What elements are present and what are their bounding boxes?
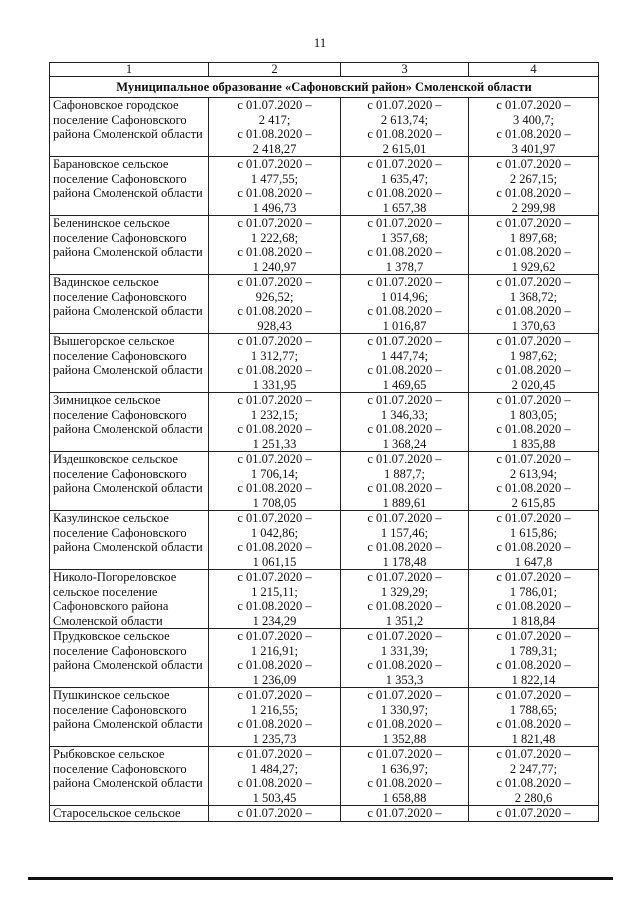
value-line: с 01.07.2020 –: [237, 275, 312, 289]
table-row: [50, 452, 599, 511]
column-3-cell: [341, 629, 469, 688]
settlement-name-cell: [50, 98, 209, 157]
column-2-cell: [209, 806, 341, 822]
value-line: с 01.08.2020 –: [496, 304, 571, 318]
settlement-name-line: Вадинское сельское: [53, 275, 159, 289]
value-line: с 01.07.2020 –: [237, 393, 312, 407]
settlement-name-cell: [50, 452, 209, 511]
settlement-name-line: Сафоновского района: [53, 599, 169, 613]
value-line: с 01.07.2020 –: [237, 157, 312, 171]
settlement-name-line: поселение Сафоновского: [53, 525, 187, 540]
value-line: с 01.07.2020 –: [496, 570, 571, 584]
value-line: 1 378,7: [385, 259, 424, 274]
settlement-name-line: поселение Сафоновского: [53, 289, 187, 304]
settlement-name-line: поселение Сафоновского: [53, 171, 187, 186]
column-number-row: [50, 63, 599, 77]
settlement-name-line: Смоленской области: [53, 613, 163, 628]
value-line: 2 280,6: [514, 790, 553, 805]
value-line: 1 331,95: [252, 377, 297, 392]
settlement-name-cell: [50, 806, 209, 822]
column-3-cell: [341, 511, 469, 570]
table-row: [50, 570, 599, 629]
table-row: [50, 806, 599, 822]
settlement-name-line: Вышегорское сельское: [53, 334, 175, 348]
table-row: [50, 393, 599, 452]
column-number-3: 3: [341, 63, 469, 77]
column-2-cell: [209, 629, 341, 688]
value-line: 2 267,15;: [509, 171, 558, 186]
column-3-cell: [341, 157, 469, 216]
column-2-cell: [209, 747, 341, 806]
column-4-cell: [469, 511, 599, 570]
column-2-cell: [209, 157, 341, 216]
value-line: 1 636,97;: [380, 761, 429, 776]
settlement-name-line: района Смоленской области: [53, 422, 203, 436]
section-title: Муниципальное образование «Сафоновский район» Смоленской области: [50, 77, 599, 98]
value-line: 1 216,55;: [250, 702, 299, 717]
settlement-name-cell: [50, 157, 209, 216]
table-row: [50, 629, 599, 688]
column-4-cell: [469, 452, 599, 511]
value-line: с 01.07.2020 –: [367, 393, 442, 407]
value-line: с 01.08.2020 –: [237, 599, 312, 613]
settlement-name-line: района Смоленской области: [53, 540, 203, 554]
settlement-name-line: сельское поселение: [53, 584, 158, 599]
value-line: 1 370,63: [511, 318, 556, 333]
bottom-rule: [28, 877, 613, 880]
value-line: 1 897,68;: [509, 230, 558, 245]
column-4-cell: [469, 393, 599, 452]
column-2-cell: [209, 570, 341, 629]
value-line: 1 234,29: [252, 613, 297, 628]
column-2-cell: [209, 511, 341, 570]
value-line: с 01.08.2020 –: [237, 717, 312, 731]
value-line: 1 615,86;: [509, 525, 558, 540]
settlement-name-line: поселение Сафоновского: [53, 348, 187, 363]
value-line: с 01.08.2020 –: [496, 363, 571, 377]
column-2-cell: [209, 688, 341, 747]
value-line: 1 503,45: [252, 790, 297, 805]
value-line: с 01.08.2020 –: [237, 127, 312, 141]
value-line: 1 014,96;: [380, 289, 429, 304]
value-line: с 01.08.2020 –: [237, 245, 312, 259]
value-line: с 01.08.2020 –: [237, 658, 312, 672]
column-number-2: 2: [209, 63, 341, 77]
value-line: 1 352,88: [382, 731, 427, 746]
settlement-name-cell: [50, 688, 209, 747]
settlement-name-cell: [50, 629, 209, 688]
value-line: 1 329,29;: [380, 584, 429, 599]
value-line: 2 418,27: [252, 141, 297, 156]
settlement-name-line: Рыбковское сельское: [53, 747, 165, 761]
settlement-name-line: Зимницкое сельское: [53, 393, 161, 407]
value-line: 1 447,74;: [380, 348, 429, 363]
settlement-name-line: Сафоновское городское: [53, 98, 179, 112]
settlement-name-line: района Смоленской области: [53, 245, 203, 259]
settlement-name-line: района Смоленской области: [53, 481, 203, 495]
value-line: 1 357,68;: [380, 230, 429, 245]
value-line: 2 615,01: [382, 141, 427, 156]
settlement-name-line: района Смоленской области: [53, 304, 203, 318]
table-row: [50, 216, 599, 275]
value-line: 1 657,38: [382, 200, 427, 215]
value-line: с 01.07.2020 –: [237, 629, 312, 643]
value-line: 1 706,14;: [250, 466, 299, 481]
value-line: 926,52;: [255, 289, 294, 304]
value-line: 1 887,7;: [384, 466, 425, 481]
value-line: 1 042,86;: [250, 525, 299, 540]
table-row: [50, 334, 599, 393]
value-line: 1 312,77;: [250, 348, 299, 363]
settlement-name-cell: [50, 275, 209, 334]
settlement-name-line: Старосельское сельское: [53, 806, 181, 820]
value-line: с 01.08.2020 –: [496, 658, 571, 672]
settlement-name-cell: [50, 334, 209, 393]
column-2-cell: [209, 216, 341, 275]
value-line: с 01.08.2020 –: [237, 363, 312, 377]
settlement-name-line: Казулинское сельское: [53, 511, 169, 525]
settlement-name-line: района Смоленской области: [53, 186, 203, 200]
value-line: с 01.07.2020 –: [496, 629, 571, 643]
column-4-cell: [469, 216, 599, 275]
table-row: [50, 275, 599, 334]
settlement-name-line: поселение Сафоновского: [53, 466, 187, 481]
table-row: [50, 688, 599, 747]
value-line: с 01.08.2020 –: [367, 127, 442, 141]
column-3-cell: [341, 393, 469, 452]
value-line: с 01.07.2020 –: [496, 157, 571, 171]
column-2-cell: [209, 452, 341, 511]
column-4-cell: [469, 806, 599, 822]
value-line: с 01.07.2020 –: [367, 98, 442, 112]
column-3-cell: [341, 334, 469, 393]
value-line: с 01.07.2020 –: [237, 688, 312, 702]
value-line: с 01.08.2020 –: [496, 481, 571, 495]
section-row: [50, 77, 599, 98]
value-line: с 01.07.2020 –: [367, 806, 442, 820]
value-line: с 01.07.2020 –: [237, 806, 312, 820]
column-3-cell: [341, 747, 469, 806]
value-line: с 01.08.2020 –: [237, 540, 312, 554]
value-line: с 01.08.2020 –: [496, 127, 571, 141]
value-line: 1 240,97: [252, 259, 297, 274]
value-line: с 01.07.2020 –: [496, 334, 571, 348]
value-line: 1 788,65;: [509, 702, 558, 717]
settlement-name-line: Издешковское сельское: [53, 452, 178, 466]
value-line: 1 647,8: [514, 554, 553, 569]
value-line: с 01.07.2020 –: [237, 216, 312, 230]
value-line: с 01.07.2020 –: [496, 216, 571, 230]
column-4-cell: [469, 157, 599, 216]
value-line: 1 821,48: [511, 731, 556, 746]
value-line: 1 222,68;: [250, 230, 299, 245]
column-3-cell: [341, 98, 469, 157]
settlement-name-line: Барановское сельское: [53, 157, 169, 171]
column-4-cell: [469, 688, 599, 747]
value-line: 1 346,33;: [380, 407, 429, 422]
value-line: 1 469,65: [382, 377, 427, 392]
column-3-cell: [341, 216, 469, 275]
value-line: 1 236,09: [252, 672, 297, 687]
value-line: с 01.07.2020 –: [367, 452, 442, 466]
value-line: 2 020,45: [511, 377, 556, 392]
value-line: с 01.07.2020 –: [367, 275, 442, 289]
settlement-name-line: поселение Сафоновского: [53, 643, 187, 658]
value-line: 1 987,62;: [509, 348, 558, 363]
value-line: 2 299,98: [511, 200, 556, 215]
settlement-name-line: района Смоленской области: [53, 717, 203, 731]
settlement-name-line: района Смоленской области: [53, 363, 203, 377]
settlement-name-line: поселение Сафоновского: [53, 702, 187, 717]
value-line: 928,43: [257, 318, 292, 333]
value-line: с 01.07.2020 –: [237, 98, 312, 112]
value-line: с 01.07.2020 –: [367, 629, 442, 643]
value-line: 1 635,47;: [380, 171, 429, 186]
table-row: [50, 98, 599, 157]
value-line: с 01.08.2020 –: [367, 304, 442, 318]
settlement-name-line: района Смоленской области: [53, 776, 203, 790]
value-line: 1 786,01;: [509, 584, 558, 599]
value-line: с 01.07.2020 –: [367, 747, 442, 761]
column-2-cell: [209, 393, 341, 452]
value-line: 2 417;: [258, 112, 291, 127]
value-line: 1 178,48: [382, 554, 427, 569]
settlement-name-line: поселение Сафоновского: [53, 230, 187, 245]
column-4-cell: [469, 98, 599, 157]
value-line: 1 353,3: [385, 672, 424, 687]
value-line: с 01.07.2020 –: [367, 157, 442, 171]
value-line: 2 613,94;: [509, 466, 558, 481]
value-line: 1 016,87: [382, 318, 427, 333]
settlement-name-line: поселение Сафоновского: [53, 112, 187, 127]
value-line: с 01.08.2020 –: [496, 186, 571, 200]
value-line: с 01.08.2020 –: [496, 245, 571, 259]
value-line: с 01.08.2020 –: [496, 422, 571, 436]
value-line: с 01.08.2020 –: [367, 245, 442, 259]
column-2-cell: [209, 334, 341, 393]
column-3-cell: [341, 806, 469, 822]
value-line: с 01.08.2020 –: [496, 540, 571, 554]
column-3-cell: [341, 688, 469, 747]
value-line: с 01.08.2020 –: [367, 363, 442, 377]
column-number-1: 1: [50, 63, 209, 77]
value-line: с 01.07.2020 –: [496, 275, 571, 289]
value-line: 2 247,77;: [509, 761, 558, 776]
value-line: с 01.07.2020 –: [367, 511, 442, 525]
value-line: с 01.08.2020 –: [367, 776, 442, 790]
value-line: с 01.08.2020 –: [367, 658, 442, 672]
value-line: 1 215,11;: [251, 584, 298, 599]
value-line: с 01.07.2020 –: [367, 216, 442, 230]
value-line: с 01.07.2020 –: [237, 747, 312, 761]
value-line: 1 368,24: [382, 436, 427, 451]
value-line: 1 251,33: [252, 436, 297, 451]
value-line: с 01.08.2020 –: [237, 481, 312, 495]
value-line: с 01.08.2020 –: [367, 599, 442, 613]
value-line: с 01.08.2020 –: [237, 422, 312, 436]
value-line: 1 929,62: [511, 259, 556, 274]
column-4-cell: [469, 629, 599, 688]
value-line: 2 615,85: [511, 495, 556, 510]
value-line: с 01.07.2020 –: [367, 334, 442, 348]
settlement-name-line: района Смоленской области: [53, 127, 203, 141]
settlement-name-cell: [50, 216, 209, 275]
value-line: 1 351,2: [385, 613, 424, 628]
value-line: с 01.07.2020 –: [496, 806, 571, 820]
column-4-cell: [469, 275, 599, 334]
value-line: 1 368,72;: [509, 289, 558, 304]
value-line: с 01.08.2020 –: [237, 776, 312, 790]
settlement-name-line: Прудковское сельское: [53, 629, 170, 643]
value-line: с 01.07.2020 –: [496, 452, 571, 466]
column-4-cell: [469, 334, 599, 393]
column-2-cell: [209, 275, 341, 334]
value-line: 1 658,88: [382, 790, 427, 805]
value-line: с 01.07.2020 –: [237, 511, 312, 525]
value-line: с 01.08.2020 –: [496, 599, 571, 613]
table-row: [50, 747, 599, 806]
value-line: с 01.08.2020 –: [367, 481, 442, 495]
column-3-cell: [341, 452, 469, 511]
settlement-name-line: Беленинское сельское: [53, 216, 170, 230]
value-line: 1 822,14: [511, 672, 556, 687]
tariff-table: [49, 62, 599, 822]
value-line: 1 889,61: [382, 495, 427, 510]
page-number: 11: [313, 35, 327, 50]
value-line: 1 157,46;: [380, 525, 429, 540]
value-line: 2 613,74;: [380, 112, 429, 127]
settlement-name-line: Пушкинское сельское: [53, 688, 170, 702]
settlement-name-cell: [50, 747, 209, 806]
table-row: [50, 157, 599, 216]
settlement-name-cell: [50, 570, 209, 629]
value-line: с 01.08.2020 –: [367, 717, 442, 731]
value-line: 3 400,7;: [513, 112, 554, 127]
value-line: с 01.08.2020 –: [496, 776, 571, 790]
value-line: с 01.08.2020 –: [237, 186, 312, 200]
settlement-name-line: поселение Сафоновского: [53, 761, 187, 776]
value-line: с 01.07.2020 –: [496, 747, 571, 761]
column-3-cell: [341, 570, 469, 629]
value-line: 1 216,91;: [250, 643, 299, 658]
settlement-name-cell: [50, 511, 209, 570]
settlement-name-line: Николо-Погореловское: [53, 570, 177, 584]
value-line: с 01.07.2020 –: [496, 98, 571, 112]
column-2-cell: [209, 98, 341, 157]
value-line: с 01.07.2020 –: [237, 334, 312, 348]
value-line: 1 708,05: [252, 495, 297, 510]
value-line: 1 789,31;: [509, 643, 558, 658]
value-line: с 01.07.2020 –: [496, 688, 571, 702]
value-line: с 01.07.2020 –: [367, 688, 442, 702]
value-line: с 01.07.2020 –: [496, 393, 571, 407]
value-line: с 01.07.2020 –: [367, 570, 442, 584]
value-line: с 01.08.2020 –: [237, 304, 312, 318]
value-line: с 01.08.2020 –: [496, 717, 571, 731]
value-line: 1 484,27;: [250, 761, 299, 776]
value-line: с 01.08.2020 –: [367, 540, 442, 554]
value-line: 1 835,88: [511, 436, 556, 451]
value-line: 1 330,97;: [380, 702, 429, 717]
settlement-name-line: поселение Сафоновского: [53, 407, 187, 422]
value-line: 1 232,15;: [250, 407, 299, 422]
value-line: 1 818,84: [511, 613, 556, 628]
column-4-cell: [469, 570, 599, 629]
column-3-cell: [341, 275, 469, 334]
value-line: с 01.07.2020 –: [237, 570, 312, 584]
value-line: 3 401,97: [511, 141, 556, 156]
value-line: с 01.08.2020 –: [367, 186, 442, 200]
value-line: с 01.08.2020 –: [367, 422, 442, 436]
value-line: 1 061,15: [252, 554, 297, 569]
value-line: с 01.07.2020 –: [237, 452, 312, 466]
value-line: 1 477,55;: [250, 171, 299, 186]
value-line: 1 235,73: [252, 731, 297, 746]
column-4-cell: [469, 747, 599, 806]
table-row: [50, 511, 599, 570]
value-line: 1 331,39;: [380, 643, 429, 658]
value-line: 1 496,73: [252, 200, 297, 215]
settlement-name-line: района Смоленской области: [53, 658, 203, 672]
value-line: 1 803,05;: [509, 407, 558, 422]
settlement-name-cell: [50, 393, 209, 452]
value-line: с 01.07.2020 –: [496, 511, 571, 525]
column-number-4: 4: [469, 63, 599, 77]
